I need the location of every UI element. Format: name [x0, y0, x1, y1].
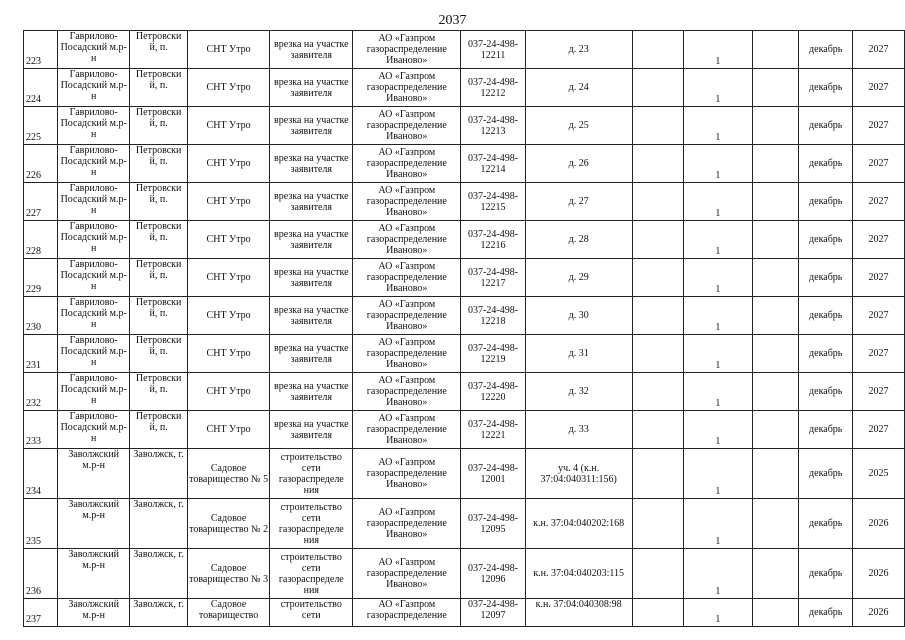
quantity-cell: 1	[684, 297, 753, 335]
work-type-cell: врезка на участке заявителя	[270, 335, 353, 373]
work-type-cell: врезка на участке заявителя	[270, 31, 353, 69]
row-number-cell: 235	[24, 499, 58, 549]
year-cell: 2027	[853, 373, 905, 411]
address-cell: д. 25	[525, 107, 632, 145]
table-row	[24, 107, 905, 145]
settlement-cell: Заволжск, г.	[130, 499, 187, 549]
organization-cell: АО «Газпром газораспределение Иваново»	[353, 335, 461, 373]
organization-cell: АО «Газпром газораспределение Иваново»	[353, 183, 461, 221]
object-cell: СНТ Утро	[187, 373, 270, 411]
empty-cell	[632, 69, 683, 107]
month-cell: декабрь	[799, 499, 853, 549]
district-cell: Гаврилово-Посадский м.р-н	[57, 31, 130, 69]
table-row	[24, 259, 905, 297]
organization-cell: АО «Газпром газораспределение Иваново»	[353, 145, 461, 183]
address-cell: к.н. 37:04:040202:168	[525, 499, 632, 549]
address-cell: д. 28	[525, 221, 632, 259]
quantity-cell: 1	[684, 411, 753, 449]
month-cell: декабрь	[799, 107, 853, 145]
quantity-cell: 1	[684, 221, 753, 259]
settlement-cell: Петровски й, п.	[130, 107, 187, 145]
code-cell: 037-24-498-12215	[461, 183, 525, 221]
object-cell: Садовое товарищество	[187, 599, 270, 627]
settlement-cell: Петровски й, п.	[130, 335, 187, 373]
month-cell: декабрь	[799, 297, 853, 335]
district-cell: Гаврилово-Посадский м.р-н	[57, 411, 130, 449]
district-cell: Заволжский м.р-н	[57, 549, 130, 599]
code-cell: 037-24-498-12095	[461, 499, 525, 549]
address-cell: уч. 4 (к.н. 37:04:040311:156)	[525, 449, 632, 499]
code-cell: 037-24-498-12212	[461, 69, 525, 107]
organization-cell: АО «Газпром газораспределение Иваново»	[353, 549, 461, 599]
empty-cell	[752, 297, 799, 335]
settlement-cell: Петровски й, п.	[130, 259, 187, 297]
work-type-cell: врезка на участке заявителя	[270, 107, 353, 145]
address-cell: д. 27	[525, 183, 632, 221]
year-cell: 2027	[853, 69, 905, 107]
empty-cell	[752, 259, 799, 297]
code-cell: 037-24-498-12001	[461, 449, 525, 499]
code-cell: 037-24-498-12211	[461, 31, 525, 69]
work-type-cell: врезка на участке заявителя	[270, 183, 353, 221]
year-cell: 2027	[853, 259, 905, 297]
object-cell: СНТ Утро	[187, 259, 270, 297]
empty-cell	[752, 449, 799, 499]
empty-cell	[752, 499, 799, 549]
empty-cell	[752, 145, 799, 183]
empty-cell	[632, 145, 683, 183]
empty-cell	[632, 599, 683, 627]
empty-cell	[752, 107, 799, 145]
object-cell: СНТ Утро	[187, 221, 270, 259]
empty-cell	[632, 31, 683, 69]
month-cell: декабрь	[799, 599, 853, 627]
empty-cell	[632, 297, 683, 335]
empty-cell	[752, 183, 799, 221]
table-row	[24, 69, 905, 107]
table-row	[24, 449, 905, 499]
settlement-cell: Петровски й, п.	[130, 411, 187, 449]
district-cell: Гаврилово-Посадский м.р-н	[57, 221, 130, 259]
table-row	[24, 499, 905, 549]
district-cell: Гаврилово-Посадский м.р-н	[57, 373, 130, 411]
organization-cell: АО «Газпром газораспределение Иваново»	[353, 69, 461, 107]
empty-cell	[632, 373, 683, 411]
empty-cell	[752, 31, 799, 69]
district-cell: Гаврилово-Посадский м.р-н	[57, 107, 130, 145]
month-cell: декабрь	[799, 373, 853, 411]
organization-cell: АО «Газпром газораспределение Иваново»	[353, 107, 461, 145]
organization-cell: АО «Газпром газораспределение Иваново»	[353, 31, 461, 69]
code-cell: 037-24-498-12214	[461, 145, 525, 183]
code-cell: 037-24-498-12216	[461, 221, 525, 259]
address-cell: д. 30	[525, 297, 632, 335]
settlement-cell: Заволжск, г.	[130, 599, 187, 627]
year-cell: 2027	[853, 221, 905, 259]
organization-cell: АО «Газпром газораспределение Иваново»	[353, 221, 461, 259]
organization-cell: АО «Газпром газораспределение	[353, 599, 461, 627]
table-row	[24, 373, 905, 411]
quantity-cell: 1	[684, 145, 753, 183]
year-cell: 2027	[853, 183, 905, 221]
quantity-cell: 1	[684, 599, 753, 627]
year-cell: 2027	[853, 335, 905, 373]
district-cell: Заволжский м.р-н	[57, 599, 130, 627]
object-cell: СНТ Утро	[187, 335, 270, 373]
year-cell: 2027	[853, 297, 905, 335]
month-cell: декабрь	[799, 69, 853, 107]
empty-cell	[632, 107, 683, 145]
table-row	[24, 145, 905, 183]
quantity-cell: 1	[684, 373, 753, 411]
row-number-cell: 224	[24, 69, 58, 107]
address-cell: д. 32	[525, 373, 632, 411]
month-cell: декабрь	[799, 549, 853, 599]
object-cell: СНТ Утро	[187, 411, 270, 449]
address-cell: к.н. 37:04:040308:98	[525, 599, 632, 627]
month-cell: декабрь	[799, 449, 853, 499]
settlement-cell: Петровски й, п.	[130, 69, 187, 107]
empty-cell	[752, 335, 799, 373]
row-number-cell: 233	[24, 411, 58, 449]
month-cell: декабрь	[799, 145, 853, 183]
empty-cell	[752, 221, 799, 259]
work-type-cell: строительство сети газораспределе ния	[270, 499, 353, 549]
row-number-cell: 234	[24, 449, 58, 499]
work-type-cell: строительство сети газораспределе ния	[270, 449, 353, 499]
object-cell: СНТ Утро	[187, 31, 270, 69]
address-cell: к.н. 37:04:040203:115	[525, 549, 632, 599]
month-cell: декабрь	[799, 411, 853, 449]
empty-cell	[632, 335, 683, 373]
year-cell: 2027	[853, 411, 905, 449]
empty-cell	[752, 599, 799, 627]
code-cell: 037-24-498-12221	[461, 411, 525, 449]
district-cell: Заволжский м.р-н	[57, 499, 130, 549]
empty-cell	[632, 449, 683, 499]
row-number-cell: 228	[24, 221, 58, 259]
quantity-cell: 1	[684, 449, 753, 499]
empty-cell	[752, 549, 799, 599]
district-cell: Гаврилово-Посадский м.р-н	[57, 183, 130, 221]
quantity-cell: 1	[684, 107, 753, 145]
object-cell: СНТ Утро	[187, 69, 270, 107]
object-cell: Садовое товарищество № 3	[187, 549, 270, 599]
empty-cell	[632, 259, 683, 297]
empty-cell	[632, 549, 683, 599]
quantity-cell: 1	[684, 549, 753, 599]
work-type-cell: врезка на участке заявителя	[270, 373, 353, 411]
address-cell: д. 33	[525, 411, 632, 449]
code-cell: 037-24-498-12217	[461, 259, 525, 297]
settlement-cell: Петровски й, п.	[130, 183, 187, 221]
object-cell: Садовое товарищество № 2	[187, 499, 270, 549]
work-type-cell: врезка на участке заявителя	[270, 145, 353, 183]
district-cell: Гаврилово-Посадский м.р-н	[57, 69, 130, 107]
district-cell: Гаврилово-Посадский м.р-н	[57, 335, 130, 373]
empty-cell	[752, 69, 799, 107]
row-number-cell: 231	[24, 335, 58, 373]
month-cell: декабрь	[799, 259, 853, 297]
district-cell: Гаврилово-Посадский м.р-н	[57, 259, 130, 297]
work-type-cell: строительство сети газораспределе ния	[270, 549, 353, 599]
address-cell: д. 24	[525, 69, 632, 107]
year-cell: 2026	[853, 549, 905, 599]
code-cell: 037-24-498-12220	[461, 373, 525, 411]
organization-cell: АО «Газпром газораспределение Иваново»	[353, 297, 461, 335]
year-cell: 2027	[853, 107, 905, 145]
organization-cell: АО «Газпром газораспределение Иваново»	[353, 259, 461, 297]
row-number-cell: 236	[24, 549, 58, 599]
month-cell: декабрь	[799, 31, 853, 69]
year-cell: 2025	[853, 449, 905, 499]
object-cell: Садовое товарищество № 5	[187, 449, 270, 499]
row-number-cell: 223	[24, 31, 58, 69]
address-cell: д. 29	[525, 259, 632, 297]
settlement-cell: Петровски й, п.	[130, 31, 187, 69]
empty-cell	[752, 411, 799, 449]
quantity-cell: 1	[684, 69, 753, 107]
object-cell: СНТ Утро	[187, 107, 270, 145]
year-cell: 2026	[853, 599, 905, 627]
work-type-cell: врезка на участке заявителя	[270, 69, 353, 107]
page-number: 2037	[438, 13, 467, 28]
month-cell: декабрь	[799, 221, 853, 259]
district-cell: Заволжский м.р-н	[57, 449, 130, 499]
code-cell: 037-24-498-12096	[461, 549, 525, 599]
quantity-cell: 1	[684, 31, 753, 69]
table-row	[24, 335, 905, 373]
row-number-cell: 237	[24, 599, 58, 627]
address-cell: д. 31	[525, 335, 632, 373]
table-row	[24, 549, 905, 599]
quantity-cell: 1	[684, 499, 753, 549]
empty-cell	[632, 183, 683, 221]
table-row	[24, 599, 905, 627]
quantity-cell: 1	[684, 335, 753, 373]
object-cell: СНТ Утро	[187, 183, 270, 221]
empty-cell	[752, 373, 799, 411]
code-cell: 037-24-498-12219	[461, 335, 525, 373]
empty-cell	[632, 499, 683, 549]
organization-cell: АО «Газпром газораспределение Иваново»	[353, 411, 461, 449]
code-cell: 037-24-498-12213	[461, 107, 525, 145]
year-cell: 2027	[853, 31, 905, 69]
empty-cell	[632, 411, 683, 449]
row-number-cell: 226	[24, 145, 58, 183]
settlement-cell: Петровски й, п.	[130, 297, 187, 335]
address-cell: д. 26	[525, 145, 632, 183]
data-table	[23, 30, 905, 627]
row-number-cell: 229	[24, 259, 58, 297]
code-cell: 037-24-498-12097	[461, 599, 525, 627]
object-cell: СНТ Утро	[187, 145, 270, 183]
table-row	[24, 411, 905, 449]
month-cell: декабрь	[799, 183, 853, 221]
settlement-cell: Заволжск, г.	[130, 549, 187, 599]
table-row	[24, 183, 905, 221]
year-cell: 2027	[853, 145, 905, 183]
row-number-cell: 227	[24, 183, 58, 221]
district-cell: Гаврилово-Посадский м.р-н	[57, 297, 130, 335]
quantity-cell: 1	[684, 259, 753, 297]
settlement-cell: Петровски й, п.	[130, 221, 187, 259]
settlement-cell: Заволжск, г.	[130, 449, 187, 499]
row-number-cell: 230	[24, 297, 58, 335]
work-type-cell: врезка на участке заявителя	[270, 411, 353, 449]
district-cell: Гаврилово-Посадский м.р-н	[57, 145, 130, 183]
year-cell: 2026	[853, 499, 905, 549]
row-number-cell: 232	[24, 373, 58, 411]
work-type-cell: врезка на участке заявителя	[270, 297, 353, 335]
table-body	[24, 31, 905, 627]
address-cell: д. 23	[525, 31, 632, 69]
month-cell: декабрь	[799, 335, 853, 373]
organization-cell: АО «Газпром газораспределение Иваново»	[353, 499, 461, 549]
settlement-cell: Петровски й, п.	[130, 145, 187, 183]
organization-cell: АО «Газпром газораспределение Иваново»	[353, 373, 461, 411]
work-type-cell: врезка на участке заявителя	[270, 221, 353, 259]
table-row	[24, 221, 905, 259]
settlement-cell: Петровски й, п.	[130, 373, 187, 411]
work-type-cell: врезка на участке заявителя	[270, 259, 353, 297]
row-number-cell: 225	[24, 107, 58, 145]
organization-cell: АО «Газпром газораспределение Иваново»	[353, 449, 461, 499]
code-cell: 037-24-498-12218	[461, 297, 525, 335]
table-row	[24, 31, 905, 69]
table-row	[24, 297, 905, 335]
empty-cell	[632, 221, 683, 259]
object-cell: СНТ Утро	[187, 297, 270, 335]
quantity-cell: 1	[684, 183, 753, 221]
work-type-cell: строительство сети	[270, 599, 353, 627]
